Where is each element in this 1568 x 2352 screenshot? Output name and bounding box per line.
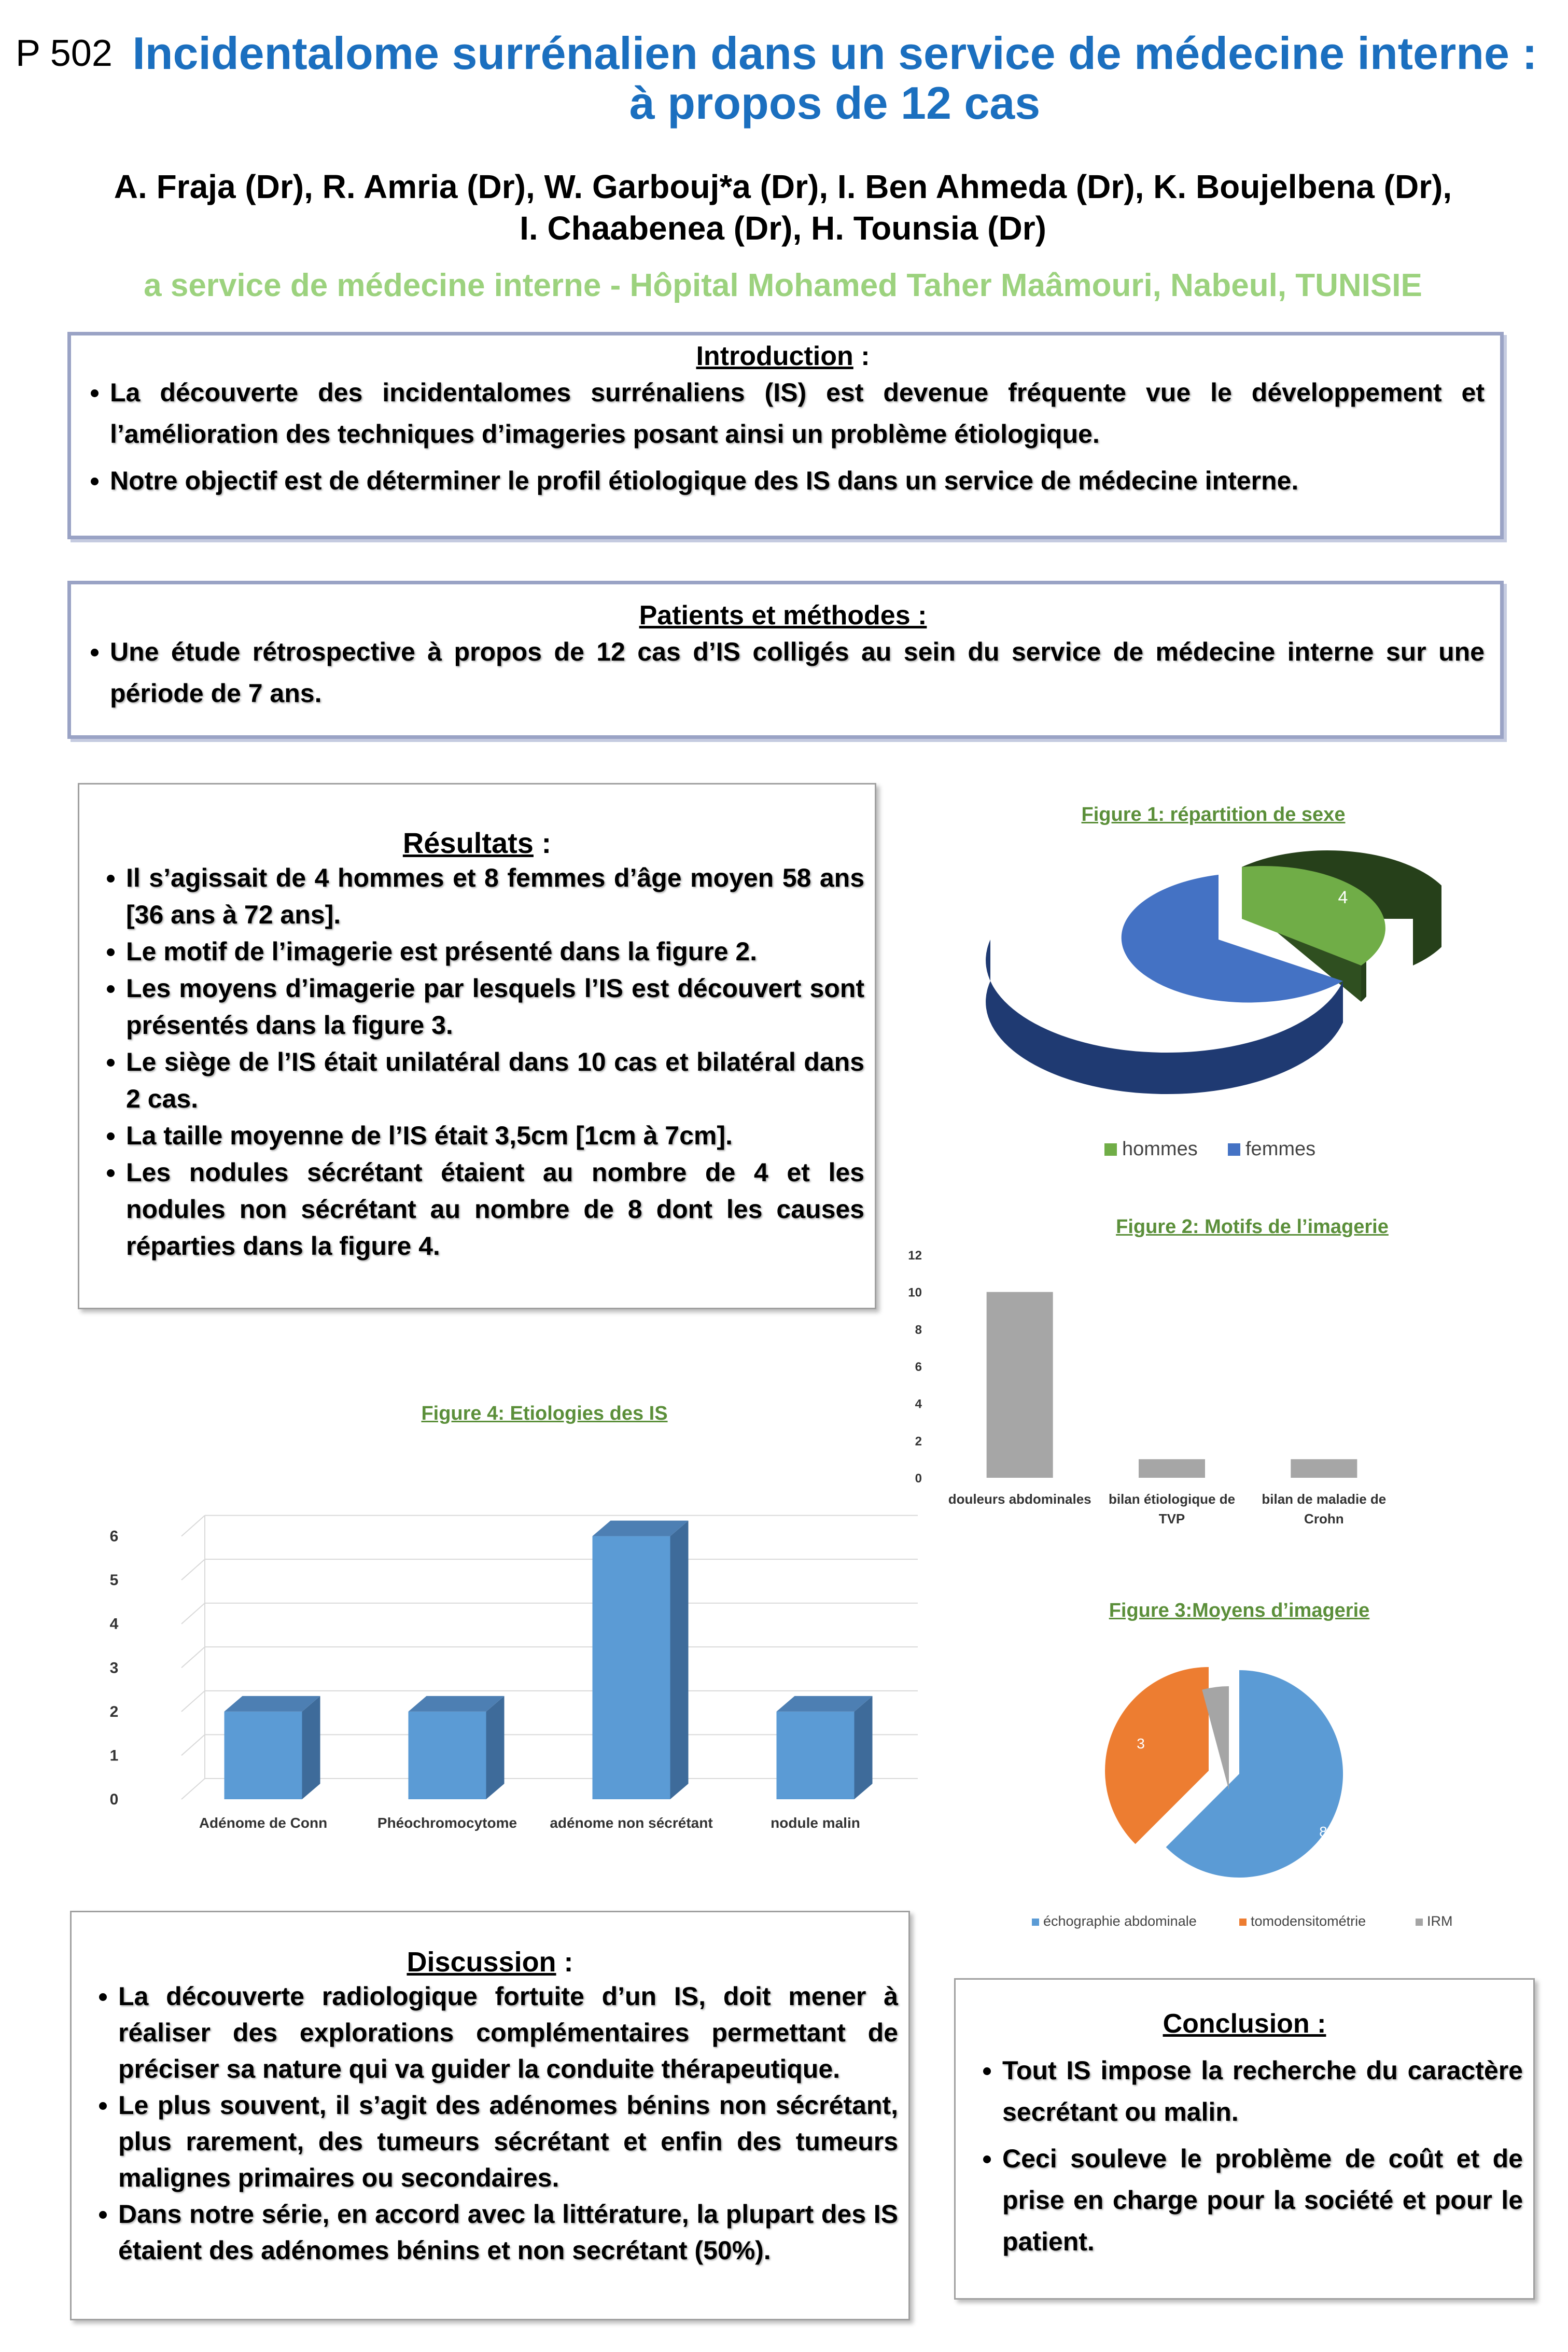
conclusion-box bbox=[954, 1978, 1535, 2300]
y-tick-label: 10 bbox=[908, 1285, 922, 1300]
affiliation: a service de médecine interne - Hôpital Mohamed Taher Maâmouri, Nabeul, TUNISIE bbox=[144, 268, 1422, 303]
pie-label-irm: 1 bbox=[1217, 1636, 1226, 1652]
list-item: • Le motif de l’imagerie est présenté dans la figure 2. bbox=[126, 933, 864, 970]
discussion-title: Discussion : bbox=[407, 1947, 573, 1978]
pie-label-tomodensitometrie: 3 bbox=[1137, 1735, 1145, 1752]
x-category-label: nodule malin bbox=[771, 1815, 860, 1831]
y-tick-label: 4 bbox=[109, 1615, 119, 1633]
conclusion-title: Conclusion : bbox=[1163, 2009, 1326, 2039]
poster-title bbox=[124, 29, 1545, 128]
methods-list bbox=[81, 631, 1485, 714]
bar bbox=[409, 1712, 486, 1799]
y-tick-label: 12 bbox=[908, 1249, 922, 1263]
title-line-2: à propos de 12 cas bbox=[629, 77, 1041, 129]
legend-swatch-echographie bbox=[1032, 1919, 1039, 1926]
gridline bbox=[181, 1516, 205, 1536]
introduction-list bbox=[81, 372, 1485, 501]
figure-3-title: Figure 3:Moyens d’imagerie bbox=[1109, 1600, 1370, 1621]
y-tick-label: 6 bbox=[109, 1528, 119, 1545]
bar bbox=[1291, 1459, 1357, 1478]
y-tick-label: 8 bbox=[915, 1323, 922, 1337]
figure-2-title: Figure 2: Motifs de l’imagerie bbox=[1116, 1216, 1389, 1238]
legend-label-echographie: échographie abdominale bbox=[1043, 1913, 1197, 1929]
y-tick-label: 0 bbox=[109, 1791, 119, 1808]
y-tick-label: 1 bbox=[109, 1747, 119, 1765]
list-item: • Une étude rétrospective à propos de 12 cas d’IS colligés au sein du service de médecine interne sur une période de 7 ans. bbox=[110, 631, 1485, 714]
bar bbox=[777, 1712, 855, 1799]
list-item: • Le siège de l’IS était unilatéral dans 10 cas et bilatéral dans 2 cas. bbox=[126, 1044, 864, 1117]
legend-label-femmes: femmes bbox=[1245, 1138, 1316, 1160]
legend-swatch-femmes bbox=[1228, 1143, 1240, 1156]
figure-1-title: Figure 1: répartition de sexe bbox=[1081, 804, 1346, 825]
bar bbox=[225, 1712, 302, 1799]
list-item: • Dans notre série, en accord avec la littérature, la plupart des IS étaient des adénomes bénins et non secrétant (50%). bbox=[118, 2196, 898, 2269]
discussion-box bbox=[70, 1911, 910, 2320]
pie-label-hommes: 4 bbox=[1338, 888, 1348, 907]
discussion-list bbox=[82, 1978, 898, 2269]
poster-id: P 502 bbox=[16, 33, 113, 74]
conclusion-list bbox=[966, 2050, 1523, 2262]
bar bbox=[593, 1536, 670, 1799]
list-item: • Les moyens d’imagerie par lesquels l’IS est découvert sont présentés dans la figure 3. bbox=[126, 970, 864, 1044]
legend-swatch-hommes bbox=[1104, 1143, 1117, 1156]
pie-label-femmes: 8 bbox=[1029, 981, 1040, 1001]
legend-label-hommes: hommes bbox=[1122, 1138, 1198, 1160]
gridline bbox=[181, 1734, 205, 1755]
list-item: • Les nodules sécrétant étaient au nombre de 4 et les nodules non sécrétant au nombre de 8 dont les causes réparties dans la figure 4. bbox=[126, 1154, 864, 1265]
list-item: • Ceci souleve le problème de coût et de prise en charge pour la société et pour le patient. bbox=[1002, 2138, 1523, 2262]
gridline bbox=[181, 1779, 205, 1799]
list-item: • La découverte radiologique fortuite d’un IS, doit mener à réaliser des explorations complémentaires permettant de préciser sa nature qui va guider la conduite thérapeutique. bbox=[118, 1978, 898, 2087]
bar-side bbox=[486, 1696, 505, 1799]
list-item: • La découverte des incidentalomes surrénaliens (IS) est devenue fréquente vue le développement et l’amélioration des techniques d’imageries posant ainsi un problème étiologique. bbox=[110, 372, 1485, 455]
pie-slice-hommes-rim bbox=[1361, 960, 1366, 1002]
y-tick-label: 0 bbox=[915, 1472, 922, 1486]
results-box bbox=[78, 783, 876, 1309]
figure-3-chart bbox=[985, 1628, 1483, 1950]
list-item: • La taille moyenne de l’IS était 3,5cm [1cm à 7cm]. bbox=[126, 1117, 864, 1154]
gridline bbox=[181, 1647, 205, 1668]
results-list bbox=[90, 860, 864, 1265]
bar-side bbox=[302, 1696, 320, 1799]
legend-swatch-tomodensitometrie bbox=[1239, 1919, 1247, 1926]
x-category-label: bilan de maladie de Crohn bbox=[1262, 1491, 1387, 1527]
list-item: • Tout IS impose la recherche du caractère secrétant ou malin. bbox=[1002, 2050, 1523, 2133]
y-tick-label: 5 bbox=[109, 1572, 119, 1589]
x-category-label: douleurs abdominales bbox=[948, 1491, 1091, 1507]
x-category-label: Adénome de Conn bbox=[199, 1815, 328, 1831]
bar-side bbox=[670, 1521, 689, 1799]
pie-label-echographie: 8 bbox=[1319, 1824, 1327, 1840]
list-item: • Notre objectif est de déterminer le profil étiologique des IS dans un service de médecine interne. bbox=[110, 460, 1485, 501]
legend-label-tomodensitometrie: tomodensitométrie bbox=[1251, 1913, 1366, 1929]
authors-line-2: I. Chaabenea (Dr), H. Tounsia (Dr) bbox=[520, 209, 1046, 247]
list-item: • Le plus souvent, il s’agit des adénomes bénins non sécrétant, plus rarement, des tumeurs sécrétant et enfin des tumeurs malignes primaires ou secondaires. bbox=[118, 2087, 898, 2196]
bar-side bbox=[855, 1696, 873, 1799]
authors-line-1: A. Fraja (Dr), R. Amria (Dr), W. Garbouj*a (Dr), I. Ben Ahmeda (Dr), K. Boujelbena (Dr), bbox=[114, 168, 1452, 205]
y-tick-label: 6 bbox=[915, 1360, 922, 1374]
gridline bbox=[181, 1603, 205, 1624]
list-item: • Il s’agissait de 4 hommes et 8 femmes d’âge moyen 58 ans [36 ans à 72 ans]. bbox=[126, 860, 864, 933]
methods-title: Patients et méthodes : bbox=[639, 600, 927, 631]
legend-label-irm: IRM bbox=[1427, 1913, 1453, 1929]
methods-box bbox=[67, 581, 1504, 739]
figure-4-title: Figure 4: Etiologies des IS bbox=[421, 1403, 668, 1424]
introduction-title: Introduction : bbox=[696, 341, 870, 371]
pie-slice-tomodensitometrie bbox=[1105, 1667, 1209, 1844]
figure-4-chart bbox=[78, 1431, 985, 1856]
results-title: Résultats : bbox=[402, 827, 552, 859]
gridline bbox=[181, 1691, 205, 1712]
y-tick-label: 4 bbox=[915, 1397, 922, 1411]
authors bbox=[31, 166, 1535, 249]
gridline bbox=[181, 1559, 205, 1580]
y-tick-label: 2 bbox=[915, 1434, 922, 1449]
figure-1-chart bbox=[985, 830, 1441, 1172]
y-tick-label: 3 bbox=[109, 1659, 119, 1677]
legend-swatch-irm bbox=[1416, 1919, 1423, 1926]
bar bbox=[987, 1292, 1053, 1478]
introduction-box bbox=[67, 332, 1504, 539]
x-category-label: adénome non sécrétant bbox=[550, 1815, 713, 1831]
x-category-label: Phéochromocytome bbox=[377, 1815, 517, 1831]
bar bbox=[1139, 1459, 1205, 1478]
title-line-1: Incidentalome surrénalien dans un service de médecine interne : bbox=[132, 27, 1537, 79]
x-category-label: bilan étiologique de TVP bbox=[1108, 1491, 1236, 1527]
y-tick-label: 2 bbox=[109, 1703, 119, 1720]
